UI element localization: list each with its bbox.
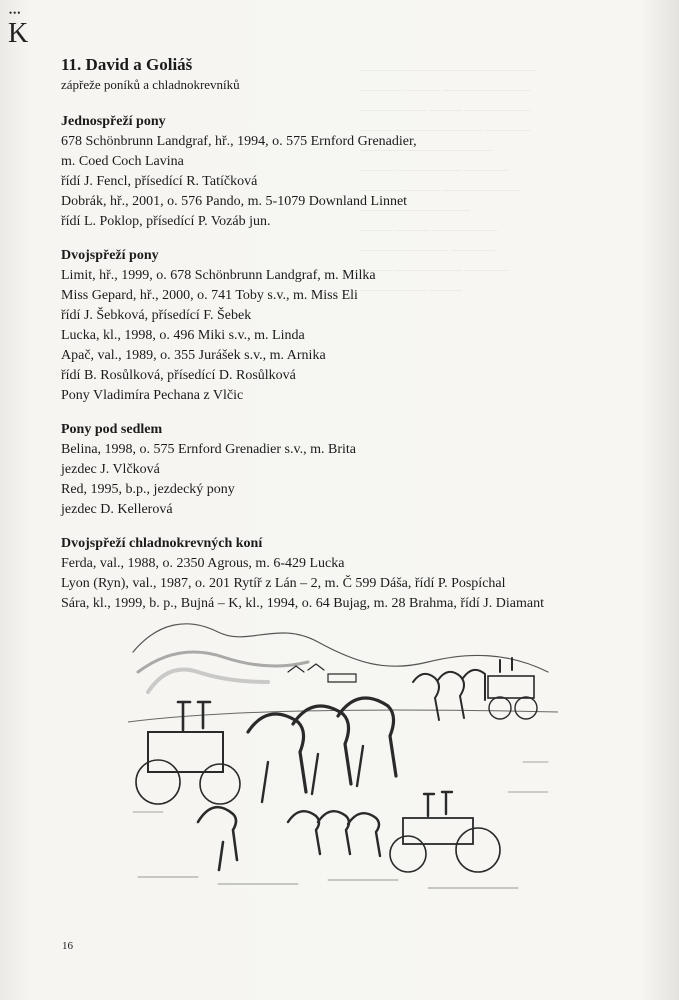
entry-line: Apač, val., 1989, o. 355 Jurášek s.v., m. Arnika: [61, 348, 326, 363]
entry-line: Miss Gepard, hř., 2000, o. 741 Toby s.v., m. Miss Eli: [61, 288, 358, 303]
entry-line: Limit, hř., 1999, o. 678 Schönbrunn Landgraf, m. Milka: [61, 268, 376, 283]
entry-line: jezdec J. Vlčková: [61, 462, 160, 477]
page-number: 16: [62, 940, 73, 952]
section-title: Dvojspřeží pony: [61, 248, 159, 263]
section-single-pony: [61, 112, 641, 232]
entry-line: Ferda, val., 1988, o. 2350 Agrous, m. 6-429 Lucka: [61, 556, 345, 571]
entry-line: 678 Schönbrunn Landgraf, hř., 1994, o. 575 Ernford Grenadier,: [61, 134, 417, 149]
section-title: Dvojspřeží chladnokrevných koní: [61, 536, 263, 551]
main-content: [61, 54, 641, 620]
section-title: Pony pod sedlem: [61, 422, 163, 437]
section-title: Jednospřeží pony: [61, 114, 166, 129]
entry-line: Sára, kl., 1999, b. p., Bujná – K, kl., 1994, o. 64 Bujag, m. 28 Brahma, řídí J. Diamant: [61, 596, 544, 611]
entry-line: řídí J. Fencl, přísedící R. Tatíčková: [61, 174, 258, 189]
publisher-logo: ••• K: [8, 8, 29, 49]
bleed-through-text: ———————————————— ———— ——— ———————— —————— ——— —————— ——— ———————— ———— ———————————— ——— —————— ———— ———— ——— ——————— —————————— ——— ——— —————— ———————— ———— ——— —————— ———— —————— ———: [360, 64, 536, 296]
entry-line: řídí B. Rosůlková, přísedící D. Rosůlková: [61, 368, 296, 383]
carriage-sketch-illustration: [128, 612, 558, 904]
entry-line: Belina, 1998, o. 575 Ernford Grenadier s.v., m. Brita: [61, 442, 356, 457]
entry-line: Pony Vladimíra Pechana z Vlčic: [61, 388, 244, 403]
entry-line: Red, 1995, b.p., jezdecký pony: [61, 482, 235, 497]
entry-line: Lucka, kl., 1998, o. 496 Miki s.v., m. Linda: [61, 328, 305, 343]
section-pair-pony: [61, 246, 641, 406]
page-title: 11. David a Goliáš: [61, 55, 193, 74]
entry-line: Dobrák, hř., 2001, o. 576 Pando, m. 5-1079 Downland Linnet: [61, 194, 408, 209]
entry-line: řídí J. Šebková, přísedící F. Šebek: [61, 308, 252, 323]
section-coldblood-pair: [61, 534, 641, 614]
entry-line: jezdec D. Kellerová: [61, 502, 173, 517]
entry-line: řídí L. Poklop, přísedící P. Vozáb jun.: [61, 214, 271, 229]
page-subtitle: zápřeže poníků a chladnokrevníků: [61, 77, 240, 92]
entry-line: Lyon (Ryn), val., 1987, o. 201 Rytíř z Lán – 2, m. Č 599 Dáša, řídí P. Pospíchal: [61, 576, 506, 591]
section-saddle-pony: [61, 420, 641, 520]
entry-line: m. Coed Coch Lavina: [61, 154, 184, 169]
